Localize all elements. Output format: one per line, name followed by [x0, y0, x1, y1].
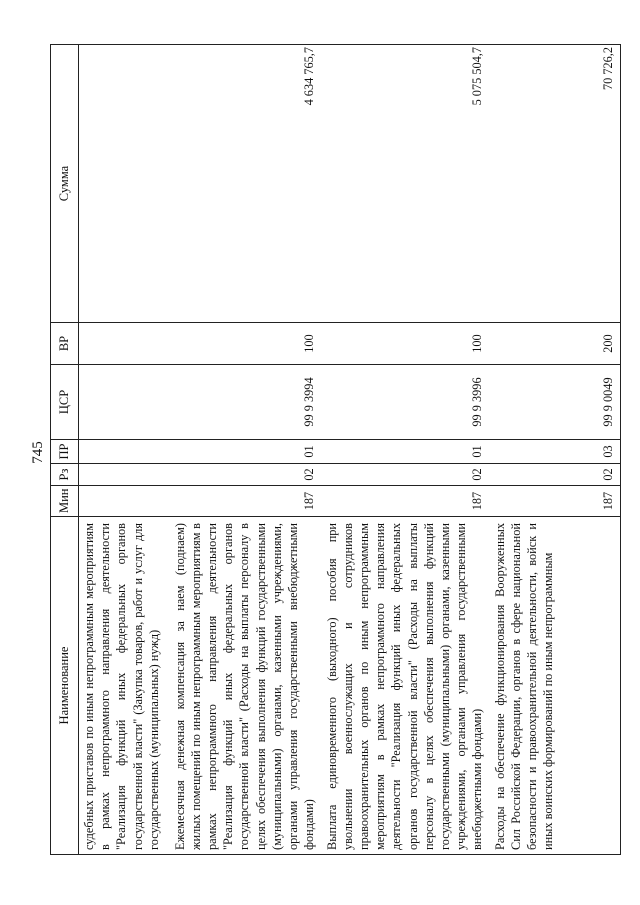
budget-table: [50, 44, 621, 855]
header-name: Наименование: [51, 517, 79, 855]
row-pr: 03: [490, 440, 621, 464]
row-vr: 100: [170, 323, 322, 365]
row-vr: [79, 323, 170, 365]
row-pr: 01: [170, 440, 322, 464]
row-sum: 4 634 765,7: [170, 45, 322, 323]
row-csr: [79, 365, 170, 440]
header-min: Мин: [51, 486, 79, 517]
row-vr: 200: [490, 323, 621, 365]
row-csr: 99 9 0049: [490, 365, 621, 440]
row-rz: 02: [170, 464, 322, 486]
row-csr: 99 9 3996: [322, 365, 490, 440]
row-sum: [79, 45, 170, 323]
header-pr: ПР: [51, 440, 79, 464]
header-vr: ВР: [51, 323, 79, 365]
table-row: [170, 45, 322, 855]
table-row: [322, 45, 490, 855]
row-sum: 5 075 504,7: [322, 45, 490, 323]
row-min: 187: [490, 486, 621, 517]
row-name: судебных приставов по иным непрограммным мероприятиям в рамках непрограммного направления деятельности "Реализация функций иных федеральных органов государственной власти" (Закупка товаров, работ и услуг для государственных (муниципальных) нужд): [79, 517, 170, 855]
row-min: 187: [170, 486, 322, 517]
row-pr: 01: [322, 440, 490, 464]
header-rz: Рз: [51, 464, 79, 486]
table-row: [79, 45, 170, 855]
table-row: [490, 45, 621, 855]
row-name: Выплата единовременного (выходного) пособия при увольнении военнослужащих и сотрудников правоохранительных органов по иным непрограммным мероприятиям в рамках непрограммного направления деятельности "Реализация функций иных федеральных органов государственной власти" (Расходы на выплаты персоналу в целях обеспечения выполнения функций государственными (муниципальными) органами, казенными учреждениями, органами управления государственными внебюджетными фондами): [322, 517, 490, 855]
row-sum: 70 726,2: [490, 45, 621, 323]
row-csr: 99 9 3994: [170, 365, 322, 440]
header-csr: ЦСР: [51, 365, 79, 440]
row-rz: 02: [490, 464, 621, 486]
row-name: Ежемесячная денежная компенсация за наем (поднаем) жилых помещений по иным непрограммным мероприятиям в рамках непрограммного направления деятельности "Реализация функций иных федеральных органов государственной власти" (Расходы на выплаты персоналу в целях обеспечения выполнения функций государственными (муниципальными) органами, казенными учреждениями, органами управления государственными внебюджетными фондами): [170, 517, 322, 855]
row-min: 187: [322, 486, 490, 517]
header-sum: Сумма: [51, 45, 79, 323]
row-min: [79, 486, 170, 517]
row-pr: [79, 440, 170, 464]
page-number: 745: [30, 441, 46, 464]
row-rz: 02: [322, 464, 490, 486]
table-header-row: [51, 45, 79, 855]
row-vr: 100: [322, 323, 490, 365]
row-name: Расходы на обеспечение функционирования Вооруженных Сил Российской Федерации, органов в сфере национальной безопасности и правоохранительной деятельности, войск и иных воинских формирований по иным непрограммным: [490, 517, 621, 855]
row-rz: [79, 464, 170, 486]
